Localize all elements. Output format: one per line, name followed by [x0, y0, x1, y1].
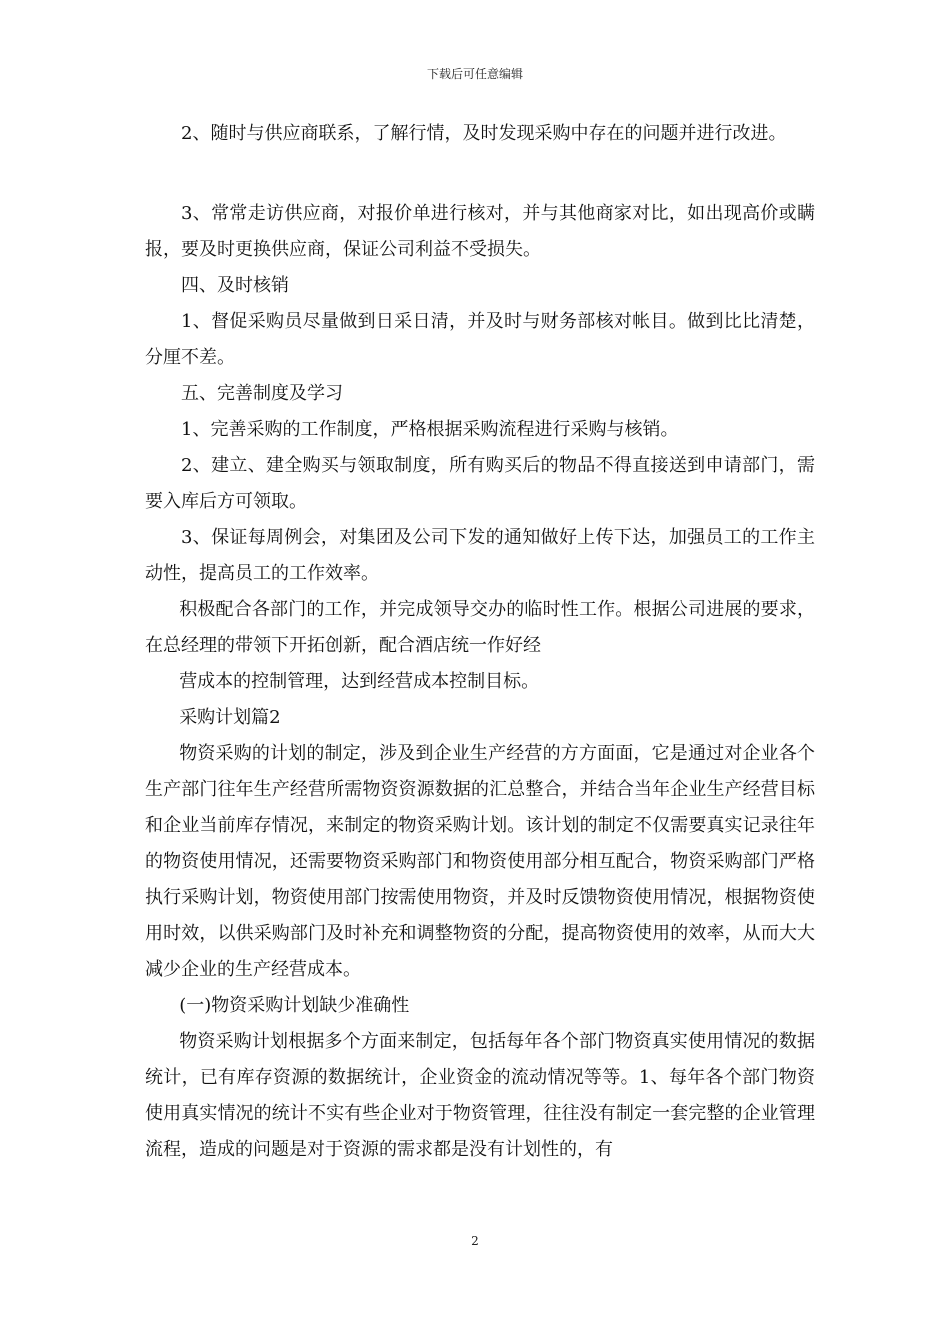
document-body — [145, 116, 815, 1168]
paragraph-gap — [145, 152, 815, 196]
paragraph-item-2: 2、随时与供应商联系，了解行情，及时发现采购中存在的问题并进行改进。 — [181, 123, 787, 144]
paragraph-item-3: 3、常常走访供应商，对报价单进行核对，并与其他商家对比，如出现高价或瞒报，要及时更换供应商，保证公司利益不受损失。 — [145, 203, 815, 260]
paragraph-verify: 1、督促采购员尽量做到日采日清，并及时与财务部核对帐目。做到比比清楚，分厘不差。 — [145, 311, 815, 368]
paragraph-plan-basis: 物资采购计划根据多个方面来制定，包括每年各个部门物资真实使用情况的数据统计，已有库存资源的数据统计，企业资金的流动情况等等。1、每年各个部门物资使用真实情况的统计不实有些企业对于物资管理，往往没有制定一套完整的企业管理流程，造成的问题是对于资源的需求都是没有计划性的，有 — [145, 1031, 815, 1160]
section-heading-4: 四、及时核销 — [181, 275, 289, 296]
page-header: 下载后可任意编辑 — [426, 67, 523, 81]
paragraph-plan-intro: 物资采购的计划的制定，涉及到企业生产经营的方方面面，它是通过对企业各个生产部门往年生产经营所需物资资源数据的汇总整合，并结合当年企业生产经营目标和企业当前库存情况，来制定的物资采购计划。该计划的制定不仅需要真实记录往年的物资使用情况，还需要物资采购部门和物资使用部分相互配合，物资采购部门严格执行采购计划，物资使用部门按需使用物资，并及时反馈物资使用情况，根据物资使用时效，以供采购部门及时补充和调整物资的分配，提高物资使用的效率，从而大大减少企业的生产经营成本。 — [145, 743, 815, 980]
subheading-accuracy: (一)物资采购计划缺少准确性 — [179, 995, 410, 1016]
paragraph-cooperate: 积极配合各部门的工作，并完成领导交办的临时性工作。根据公司进展的要求，在总经理的带领下开拓创新，配合酒店统一作好经 — [145, 599, 815, 656]
section-heading-5: 五、完善制度及学习 — [181, 383, 343, 404]
paragraph-system-2: 2、建立、建全购买与领取制度，所有购买后的物品不得直接送到申请部门，需要入库后方可领取。 — [145, 455, 815, 512]
page-number: 2 — [471, 1234, 479, 1248]
section-heading-plan-2: 采购计划篇2 — [179, 707, 281, 728]
paragraph-cost-control: 营成本的控制管理，达到经营成本控制目标。 — [179, 671, 540, 692]
paragraph-system-1: 1、完善采购的工作制度，严格根据采购流程进行采购与核销。 — [181, 419, 679, 440]
paragraph-system-3: 3、保证每周例会，对集团及公司下发的通知做好上传下达，加强员工的工作主动性，提高员工的工作效率。 — [145, 527, 815, 584]
